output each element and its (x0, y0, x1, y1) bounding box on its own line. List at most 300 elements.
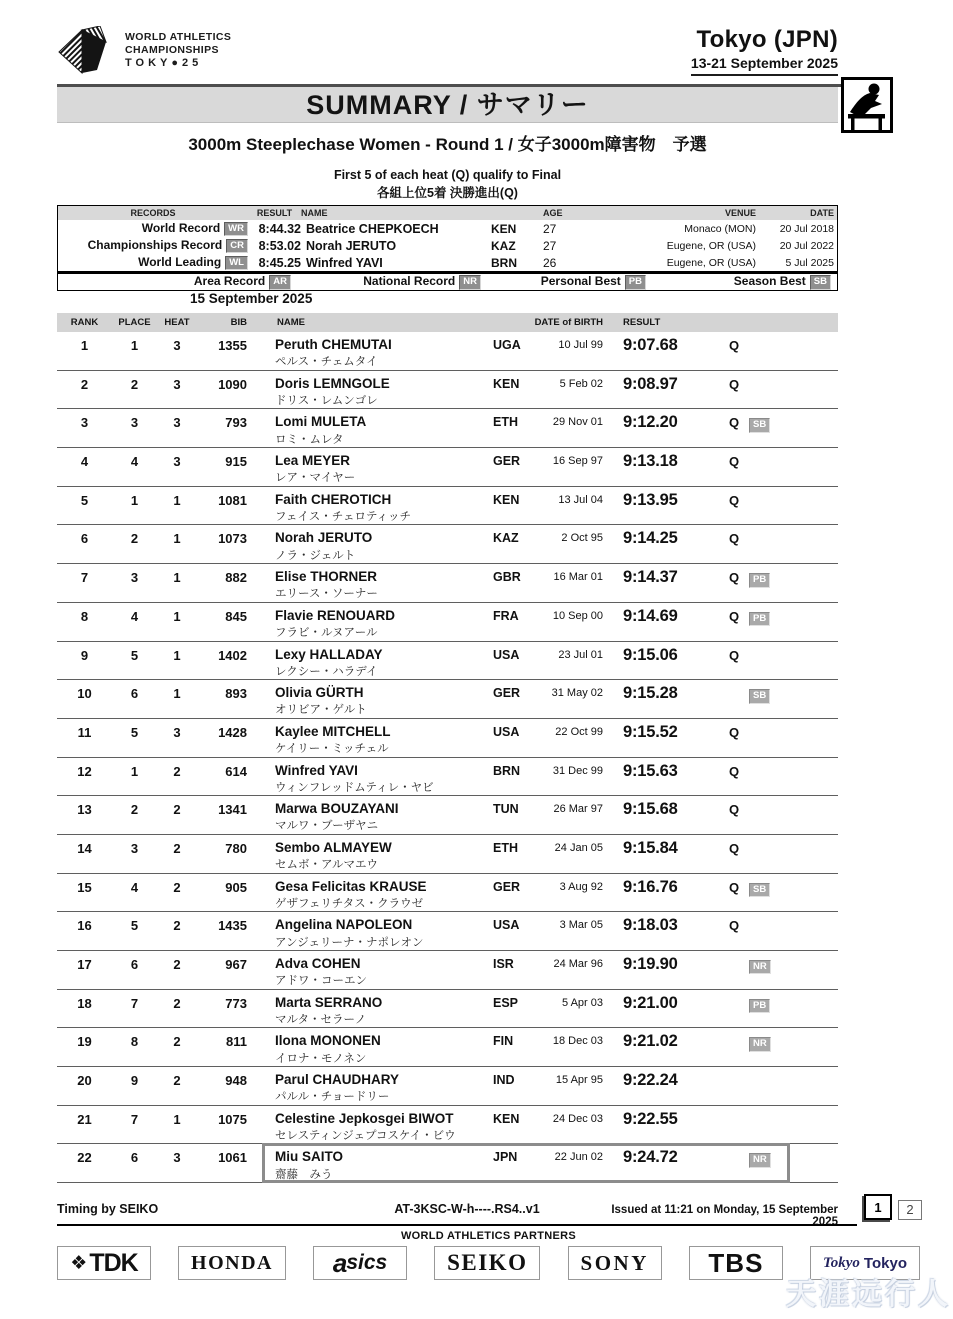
athlete-name-jp: マルワ・ブーザヤニ (275, 820, 379, 833)
table-row (57, 835, 838, 874)
place-cell: 5 (130, 647, 139, 663)
partners-heading: WORLD ATHLETICS PARTNERS (400, 1230, 577, 1242)
rank-cell: 16 (77, 918, 92, 934)
document-code: AT-3KSC-W-h----.RS4..v1 (394, 1202, 540, 1216)
athlete-name: Lea MEYER (275, 453, 351, 469)
athlete-name: Kaylee MITCHELL (275, 723, 391, 739)
qualified-cell: Q (728, 879, 740, 895)
rank-cell: 22 (77, 1150, 92, 1166)
bib-cell: 773 (225, 995, 247, 1011)
badge-cell (749, 1031, 838, 1066)
heat-cell: 2 (173, 802, 181, 818)
partner-logo-seiko: SEIKO (434, 1246, 540, 1280)
heat-cell: 1 (173, 492, 181, 508)
bib-cell: 967 (225, 957, 247, 972)
records-header-date: DATE (810, 208, 834, 218)
athlete-name: Marta SERRANO (275, 994, 383, 1010)
qualified-cell (719, 993, 749, 1028)
country-cell: GER (493, 879, 521, 894)
place-cell: 1 (130, 338, 139, 353)
bib-cell: 1090 (218, 376, 247, 392)
qualified-cell (719, 1070, 749, 1105)
result-cell: 9:15.68 (623, 800, 678, 819)
qualification-note (57, 166, 838, 202)
qualified-cell: Q (728, 454, 740, 470)
result-cell: 9:21.00 (623, 993, 678, 1012)
athlete-name-jp: ロミ・ムレタ (275, 433, 344, 446)
issued-timestamp: Issued at 11:21 on Monday, 15 September 2025 (611, 1204, 838, 1228)
heat-cell: 2 (173, 918, 181, 934)
athlete-name-jp: アンジェリーナ・ナポレオン (275, 936, 424, 949)
badge-cell (749, 799, 838, 834)
qualified-cell (719, 954, 749, 989)
table-row (57, 680, 838, 719)
legend-item: National Record NR (291, 274, 481, 289)
country-cell: USA (493, 918, 520, 933)
heat-cell: 3 (173, 376, 181, 392)
place-cell: 6 (130, 957, 139, 972)
legend-item: Season Best SB (646, 274, 831, 289)
qualified-cell: Q (728, 492, 740, 508)
table-row (57, 990, 838, 1029)
bib-cell: 845 (225, 608, 247, 624)
record-badge: CR (226, 239, 248, 253)
dob-cell: 5 Apr 03 (562, 996, 603, 1009)
name-cell (275, 993, 493, 1028)
place-cell: 7 (130, 995, 139, 1011)
dob-cell: 22 Jun 02 (554, 1151, 603, 1164)
name-cell (275, 838, 493, 873)
dob-cell: 31 May 02 (551, 687, 603, 700)
record-label: World Record WR (58, 221, 248, 236)
results-rows (57, 332, 838, 1183)
partner-logo-tdk: ❖ TDK (57, 1246, 151, 1280)
athlete-name: Peruth CHEMUTAI (275, 337, 392, 352)
athlete-name: Parul CHAUDHARY (275, 1072, 400, 1088)
dob-cell: 16 Mar 01 (553, 571, 603, 584)
name-cell (275, 374, 493, 409)
dob-cell: 5 Feb 02 (559, 377, 603, 390)
athlete-name: Winfred YAVI (275, 762, 358, 778)
legend-badge: SB (810, 275, 831, 289)
bib-cell: 882 (225, 570, 247, 586)
record-country: KAZ (491, 238, 516, 253)
name-cell (275, 606, 493, 641)
place-cell: 2 (130, 802, 139, 818)
rank-cell: 2 (80, 376, 89, 392)
dob-cell: 23 Jul 01 (558, 648, 603, 661)
record-venue: Eugene, OR (USA) (666, 256, 756, 269)
place-cell: 5 (130, 724, 139, 740)
badge-cell (749, 683, 838, 718)
heat-cell: 1 (173, 570, 181, 586)
result-cell: 9:18.03 (623, 916, 678, 935)
dob-cell: 18 Dec 03 (552, 1035, 603, 1048)
bib-cell: 948 (225, 1073, 247, 1089)
header (57, 26, 838, 76)
records-header-age: AGE (543, 208, 563, 218)
country-cell: KAZ (493, 531, 519, 546)
badge-cell (749, 490, 838, 525)
logo-mark-icon (57, 26, 115, 76)
col-header-bib: BIB (230, 317, 247, 328)
dob-cell: 3 Mar 05 (559, 919, 603, 932)
records-header-venue: VENUE (724, 208, 756, 218)
rank-cell: 17 (77, 957, 92, 972)
page-title: SUMMARY / サマリー (57, 87, 838, 123)
rank-cell: 21 (77, 1111, 92, 1127)
result-cell: 9:16.76 (623, 877, 678, 896)
venue-dates: 13-21 September 2025 (690, 55, 838, 71)
badge-cell (749, 374, 838, 409)
result-cell: 9:13.18 (623, 452, 678, 471)
qualified-cell (719, 1109, 749, 1144)
athlete-name-jp: セムボ・アルマエウ (275, 859, 379, 872)
bib-cell: 1402 (218, 647, 247, 663)
result-cell: 9:22.55 (623, 1109, 678, 1128)
athlete-name-jp: レア・マイヤー (275, 472, 356, 485)
heat-cell: 2 (173, 1034, 181, 1050)
table-row (57, 1067, 838, 1106)
bib-cell: 1428 (218, 724, 247, 740)
record-country: BRN (491, 255, 517, 270)
row-badge: PB (749, 999, 770, 1013)
badge-cell (749, 567, 838, 602)
country-cell: UGA (493, 338, 521, 352)
badge-cell (749, 645, 838, 680)
qualified-cell (719, 1031, 749, 1066)
record-holder-name: Norah JERUTO (306, 238, 397, 253)
result-cell: 9:12.20 (623, 413, 678, 432)
athlete-name-jp: レクシー・ハラデイ (275, 665, 378, 678)
badge-cell (749, 528, 838, 563)
col-header-rank: RANK (70, 317, 99, 328)
table-row (57, 719, 838, 758)
badge-cell (749, 877, 838, 912)
badge-cell (749, 1109, 838, 1144)
table-row (57, 603, 838, 642)
partner-logo-sony: SONY (568, 1246, 662, 1280)
place-cell: 3 (130, 840, 139, 856)
name-cell (275, 490, 493, 525)
country-cell: ETH (493, 415, 518, 430)
logo-text (125, 31, 231, 71)
championships-logo (57, 26, 231, 76)
country-cell: GER (493, 454, 521, 469)
badge-cell (749, 722, 838, 757)
heat-cell: 3 (173, 1150, 181, 1166)
country-cell: FRA (493, 608, 519, 623)
record-date: 20 Jul 2018 (779, 222, 834, 235)
rank-cell: 11 (77, 724, 92, 740)
athlete-name: Norah JERUTO (275, 530, 373, 546)
qualified-cell: Q (728, 763, 740, 779)
timing-credit: Timing by SEIKO (57, 1202, 159, 1216)
badge-cell (749, 606, 838, 641)
qualified-cell: Q (728, 608, 740, 624)
result-cell: 9:13.95 (623, 490, 678, 509)
name-cell (275, 1031, 493, 1066)
table-row (57, 758, 838, 797)
place-cell: 2 (130, 531, 139, 547)
athlete-name: Lexy HALLADAY (275, 646, 383, 662)
place-cell: 4 (130, 454, 139, 470)
athlete-name-jp: イロナ・モノネン (275, 1052, 367, 1065)
record-holder-name: Beatrice CHEPKOECH (306, 221, 439, 236)
page-button-2[interactable]: 2 (898, 1200, 922, 1220)
place-cell: 7 (130, 1111, 139, 1127)
table-row (57, 332, 838, 371)
rank-cell: 8 (80, 608, 89, 624)
result-cell: 9:15.52 (623, 722, 678, 741)
dob-cell: 3 Aug 92 (559, 880, 603, 893)
heat-cell: 2 (173, 995, 181, 1011)
table-row (57, 409, 838, 448)
badge-cell (749, 993, 838, 1028)
logo-line3: TOKY●25 (125, 57, 203, 70)
result-cell: 9:15.06 (623, 645, 678, 664)
badge-cell (749, 335, 838, 370)
place-cell: 4 (130, 608, 139, 624)
footer (57, 1200, 914, 1228)
place-cell: 1 (130, 763, 139, 779)
rank-cell: 15 (77, 879, 92, 895)
dob-cell: 15 Apr 95 (555, 1074, 603, 1087)
athlete-name-jp: ウィンフレッドムティレ・ヤビ (275, 781, 434, 794)
table-row (57, 1106, 838, 1145)
country-cell: GBR (493, 570, 521, 585)
results-header-row (57, 313, 838, 332)
dob-cell: 16 Sep 97 (552, 455, 603, 468)
result-cell: 9:14.69 (623, 606, 678, 625)
table-row (57, 912, 838, 951)
legend-item: Personal Best PB (481, 274, 646, 289)
badge-cell (749, 838, 838, 873)
record-date: 20 Jul 2022 (779, 239, 834, 252)
athlete-name: Flavie RENOUARD (275, 607, 396, 623)
country-cell: BRN (493, 763, 521, 778)
dob-cell: 24 Dec 03 (552, 1112, 603, 1125)
athlete-name-jp: ケイリー・ミッチェル (275, 743, 389, 756)
heat-cell: 2 (173, 840, 181, 856)
name-cell (275, 799, 493, 834)
venue-block (691, 26, 838, 76)
name-cell (275, 915, 493, 950)
qualified-cell: Q (728, 415, 740, 431)
dob-cell: 10 Sep 00 (552, 609, 603, 622)
name-cell (275, 412, 493, 447)
record-row (58, 254, 837, 271)
records-box (57, 205, 838, 291)
result-cell: 9:14.37 (623, 568, 678, 587)
partner-logo-honda: HONDA (178, 1246, 286, 1280)
row-badge: SB (749, 418, 770, 432)
record-venue: Monaco (MON) (684, 222, 756, 235)
event-title: 3000m Steeplechase Women - Round 1 / 女子3000m障害物 予選 (188, 135, 707, 154)
name-cell (275, 954, 493, 989)
qualified-cell: Q (728, 840, 740, 856)
record-holder-name: Winfred YAVI (306, 255, 383, 270)
heat-cell: 3 (173, 454, 181, 470)
heat-cell: 1 (173, 531, 181, 547)
name-cell (275, 761, 493, 796)
place-cell: 1 (130, 492, 139, 508)
result-cell: 9:08.97 (623, 374, 678, 393)
records-header-name: NAME (301, 208, 328, 218)
athlete-name-jp: マルタ・セラーノ (275, 1013, 367, 1026)
rank-cell: 6 (80, 531, 89, 547)
result-cell: 9:15.84 (623, 838, 678, 857)
dob-cell: 26 Mar 97 (553, 803, 603, 816)
country-cell: ETH (493, 840, 518, 855)
athlete-name: Adva COHEN (275, 956, 361, 971)
heat-cell: 2 (173, 1073, 181, 1089)
result-cell: 9:14.25 (623, 529, 678, 548)
record-age: 27 (543, 221, 557, 236)
partner-logo-tokyotokyo: Tokyo Tokyo (810, 1246, 920, 1280)
country-cell: IND (493, 1073, 515, 1088)
rank-cell: 12 (77, 763, 92, 779)
qualified-cell: Q (728, 918, 740, 934)
legend-badge: NR (459, 275, 481, 289)
athlete-name-jp: オリビア・ゲルト (275, 704, 367, 717)
page-button-1[interactable]: 1 (864, 1194, 892, 1220)
result-cell: 9:15.28 (623, 684, 678, 703)
record-row (58, 237, 837, 254)
table-row (57, 796, 838, 835)
country-cell: FIN (493, 1034, 514, 1049)
row-badge: SB (749, 689, 770, 703)
record-label: Championships Record CR (58, 238, 248, 253)
table-row (57, 642, 838, 681)
dob-cell: 31 Dec 99 (552, 764, 603, 777)
results-table (57, 313, 838, 1183)
dob-cell: 13 Jul 04 (558, 493, 603, 506)
record-result: 8:44.32 (258, 221, 301, 236)
logo-line1: WORLD ATHLETICS (125, 31, 232, 43)
heat-cell: 3 (173, 415, 181, 431)
bib-cell: 614 (225, 763, 247, 779)
athlete-name-jp: フラビ・ルヌアール (275, 627, 378, 639)
place-cell: 4 (130, 879, 139, 895)
dob-cell: 2 Oct 95 (561, 532, 603, 545)
tdk-diamond-icon: ❖ (70, 1252, 87, 1274)
athlete-name: Olivia GÜRTH (275, 685, 364, 701)
badge-cell (749, 1147, 838, 1182)
dob-cell: 24 Mar 96 (553, 958, 603, 970)
qualification-line-en: First 5 of each heat (Q) qualify to Final (333, 168, 562, 182)
badge-cell (749, 761, 838, 796)
name-cell (275, 335, 493, 370)
rank-cell: 19 (77, 1034, 92, 1050)
bib-cell: 1061 (218, 1150, 247, 1166)
athlete-name-jp: フェイス・チェロティッチ (275, 510, 412, 523)
name-cell (275, 1070, 493, 1105)
qualified-cell (719, 1147, 749, 1182)
qualified-cell: Q (728, 376, 740, 392)
athlete-name-jp: ゲザフェリチタス・クラウゼ (275, 897, 424, 910)
rank-cell: 10 (77, 686, 92, 702)
country-cell: KEN (493, 376, 520, 391)
table-row (57, 1144, 838, 1183)
heat-cell: 1 (173, 686, 181, 702)
partner-logo-tbs: TBS (689, 1246, 783, 1280)
athlete-name-jp: セレスティンジェプコスケイ・ビウ (275, 1129, 456, 1142)
rank-cell: 4 (80, 454, 89, 470)
athlete-name-jp: アドワ・コーエン (275, 975, 367, 988)
record-age: 27 (543, 238, 557, 253)
heat-cell: 1 (173, 647, 181, 663)
athlete-name: Faith CHEROTICH (275, 491, 392, 507)
qualified-cell: Q (728, 338, 740, 353)
dob-cell: 29 Nov 01 (552, 416, 603, 429)
row-badge: PB (749, 612, 770, 626)
qualified-cell: Q (728, 647, 740, 663)
logo-line2: CHAMPIONSHIPS (125, 44, 219, 57)
athlete-name-jp: パルル・チョードリー (275, 1091, 390, 1104)
athlete-name: Gesa Felicitas KRAUSE (275, 878, 427, 894)
row-badge: NR (749, 960, 771, 974)
record-date: 5 Jul 2025 (785, 256, 834, 269)
place-cell: 5 (130, 918, 139, 934)
bib-cell: 915 (225, 454, 247, 470)
rank-cell: 13 (77, 802, 92, 818)
name-cell (275, 683, 493, 718)
result-cell: 9:22.24 (623, 1071, 678, 1090)
row-badge: NR (749, 1153, 771, 1167)
dob-cell: 24 Jan 05 (554, 841, 603, 854)
heat-cell: 3 (173, 338, 181, 353)
name-cell (275, 451, 493, 486)
heat-cell: 1 (173, 608, 181, 624)
athlete-name: Sembo ALMAYEW (275, 839, 392, 855)
row-badge: NR (749, 1037, 771, 1051)
legend-badge: PB (625, 275, 646, 289)
record-age: 26 (543, 255, 557, 270)
col-header-heat: HEAT (164, 317, 190, 328)
record-badge: WR (224, 222, 248, 236)
name-cell (275, 1147, 493, 1182)
name-cell (275, 645, 493, 680)
rank-cell: 18 (77, 995, 92, 1011)
athlete-name: Elise THORNER (275, 569, 378, 585)
badge-cell (749, 915, 838, 950)
banner (57, 84, 893, 123)
dob-cell: 22 Oct 99 (555, 725, 603, 738)
records-legend (58, 271, 837, 290)
badge-cell (749, 451, 838, 486)
bib-cell: 1075 (218, 1111, 247, 1127)
bib-cell: 893 (225, 686, 247, 702)
country-cell: ESP (493, 995, 519, 1010)
bib-cell: 1081 (218, 492, 247, 508)
table-row (57, 525, 838, 564)
records-rows (58, 220, 837, 271)
col-header-dob: DATE of BIRTH (534, 317, 603, 328)
table-row (57, 448, 838, 487)
records-header-records: RECORDS (130, 208, 176, 218)
place-cell: 3 (130, 415, 139, 431)
bib-cell: 1355 (218, 338, 247, 353)
record-badge: WL (225, 256, 248, 270)
qualified-cell: Q (728, 724, 740, 740)
heat-cell: 3 (173, 724, 181, 740)
records-header (58, 206, 837, 220)
qualification-line-jp: 各組上位5着 決勝進出(Q) (377, 186, 518, 201)
country-cell: KEN (493, 492, 520, 507)
country-cell: GER (493, 686, 521, 701)
legend-item: Area Record AR (58, 274, 291, 289)
